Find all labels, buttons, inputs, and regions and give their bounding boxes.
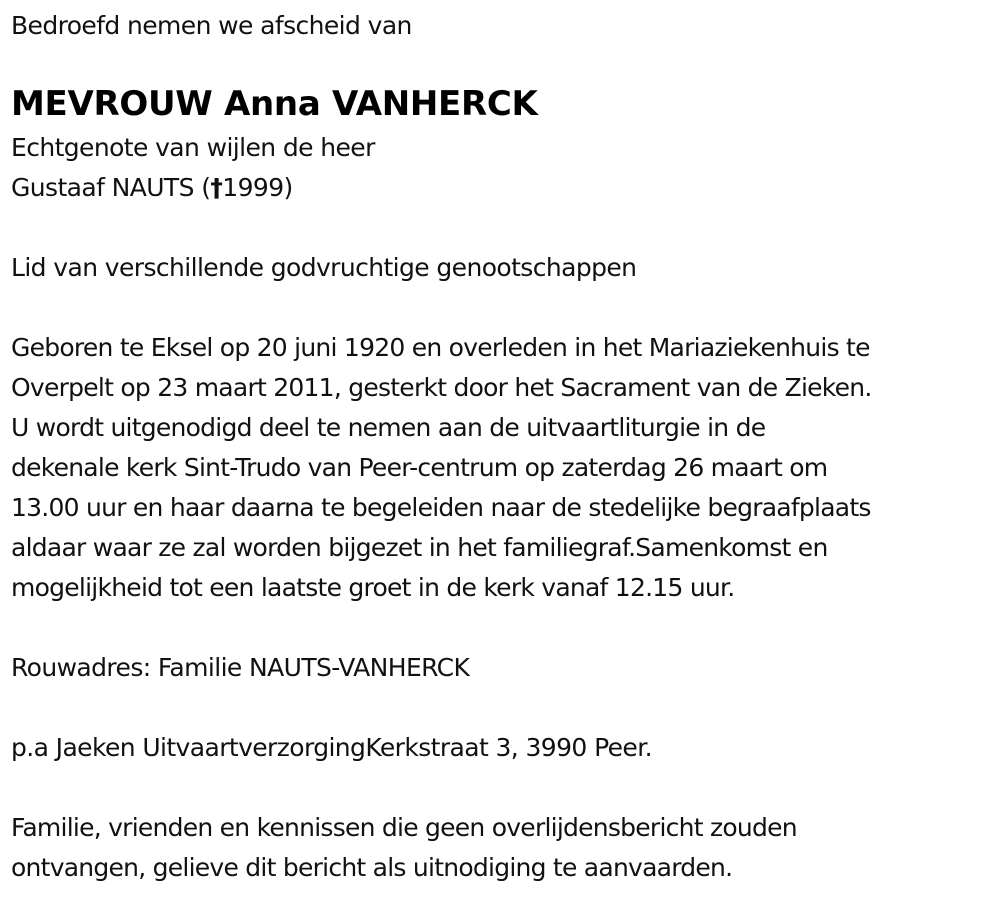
spouse-name: Gustaaf NAUTS ( (11, 173, 211, 202)
membership-text: Lid van verschillende godvruchtige genootschappen (11, 253, 637, 282)
mourning-address: Rouwadres: Familie NAUTS-VANHERCK (11, 653, 470, 682)
closing-line: Familie, vrienden en kennissen die geen overlijdensbericht zouden (11, 813, 797, 842)
closing-line: ontvangen, gelieve dit bericht als uitnodiging te aanvaarden. (11, 853, 733, 882)
details-line: 13.00 uur en haar daarna te begeleiden naar de stedelijke begraafplaats (11, 493, 871, 522)
spacer (11, 688, 1000, 728)
spacer (11, 46, 1000, 76)
spacer (11, 208, 1000, 248)
closing-paragraph (11, 808, 1000, 888)
cross-icon: † (210, 173, 223, 202)
details-line: Overpelt op 23 maart 2011, gesterkt door het Sacrament van de Zieken. (11, 373, 872, 402)
details-paragraph (11, 328, 1000, 608)
details-line: mogelijkheid tot een laatste groet in de kerk vanaf 12.15 uur. (11, 573, 735, 602)
spacer (11, 768, 1000, 808)
details-line: U wordt uitgenodigd deel te nemen aan de uitvaartliturgie in de (11, 413, 766, 442)
deceased-name: MEVROUW Anna VANHERCK (11, 84, 538, 124)
details-line: Geboren te Eksel op 20 juni 1920 en overleden in het Mariaziekenhuis te (11, 333, 870, 362)
details-line: aldaar waar ze zal worden bijgezet in het familiegraf.Samenkomst en (11, 533, 828, 562)
spacer (11, 288, 1000, 328)
spouse-line-2 (11, 168, 1000, 208)
spouse-death-year: 1999) (222, 173, 293, 202)
spouse-line-1: Echtgenote van wijlen de heer (11, 133, 375, 162)
spacer (11, 608, 1000, 648)
care-of-address: p.a Jaeken UitvaartverzorgingKerkstraat 3, 3990 Peer. (11, 733, 652, 762)
intro-text: Bedroefd nemen we afscheid van (11, 11, 412, 40)
details-line: dekenale kerk Sint-Trudo van Peer-centrum op zaterdag 26 maart om (11, 453, 828, 482)
